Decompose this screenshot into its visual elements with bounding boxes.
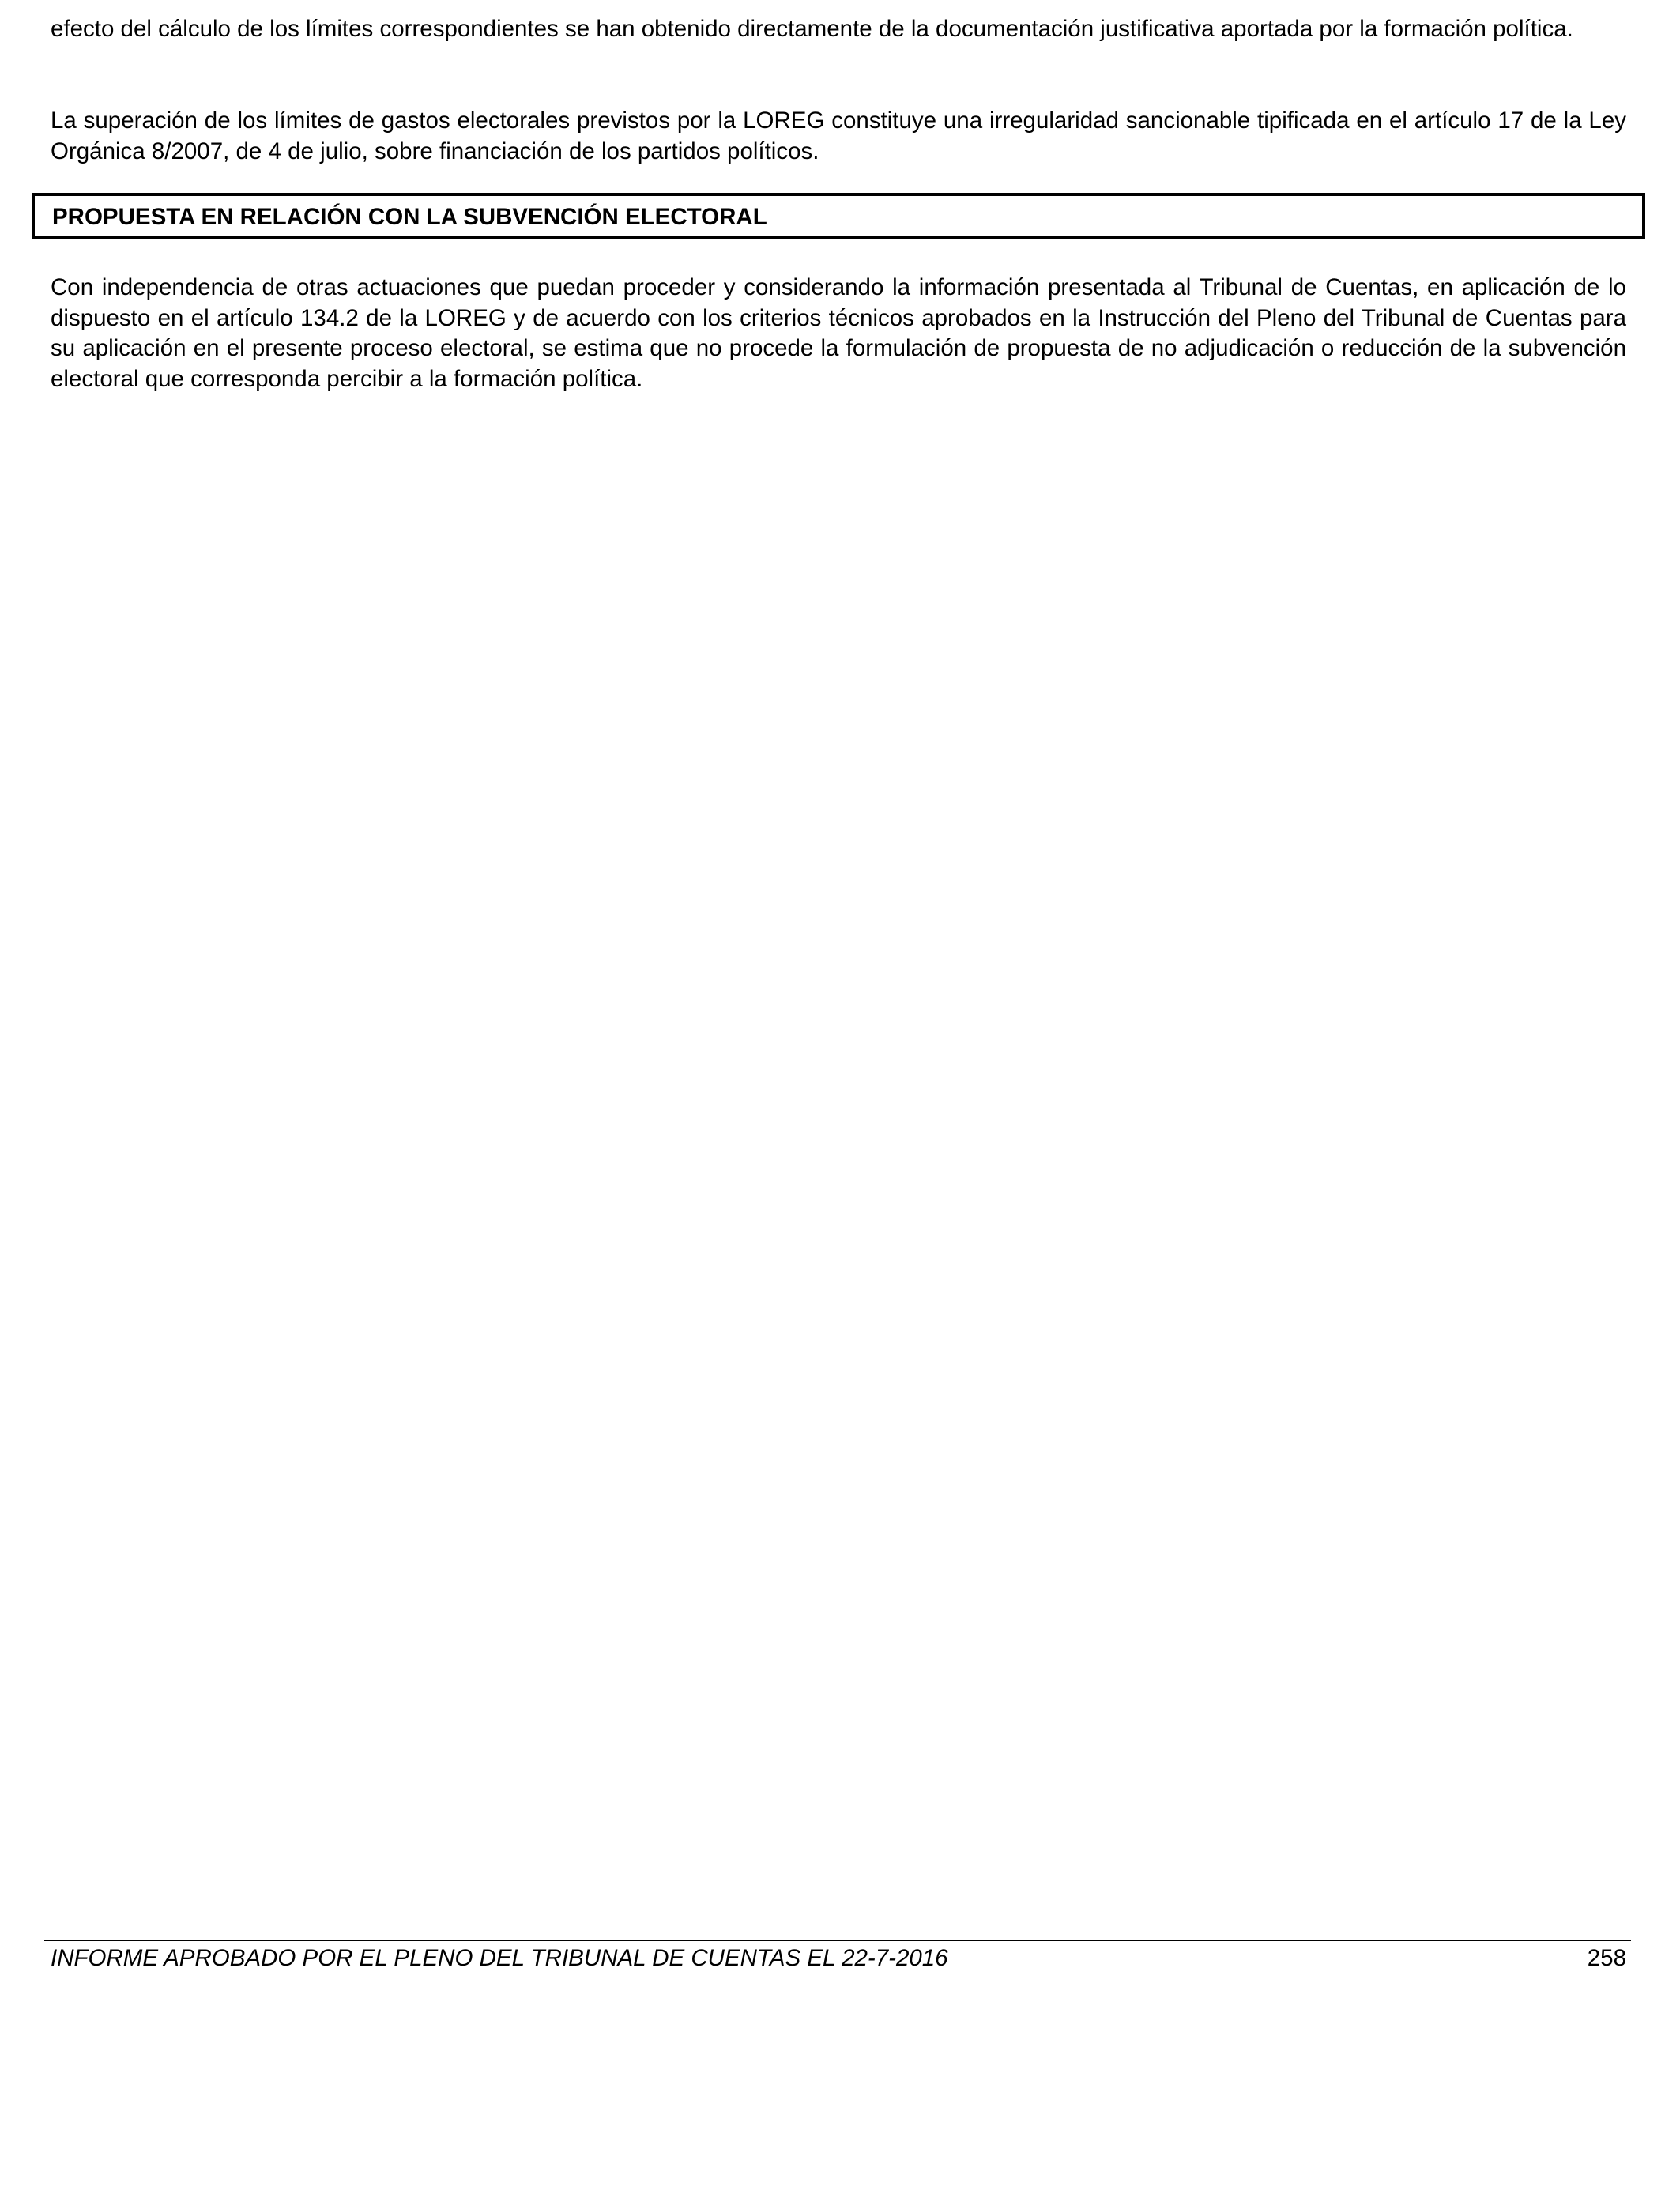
paragraph-calculation-limits: efecto del cálculo de los límites correspondientes se han obtenido directamente de la documentación justificativa aportada por la formación política.: [51, 16, 1573, 42]
footer-divider: [44, 1940, 1631, 1941]
page-number: 258: [1587, 1945, 1626, 1971]
paragraph-loreg-irregularity: La superación de los límites de gastos electorales previstos por la LOREG constituye una irregularidad sancionable tipificada en el artículo 17 de la Ley Orgánica 8/2007, de 4 de julio, sobre financiación de los partidos políticos.: [51, 107, 1626, 164]
section-heading: PROPUESTA EN RELACIÓN CON LA SUBVENCIÓN ELECTORAL: [52, 204, 767, 230]
footer-report-note: INFORME APROBADO POR EL PLENO DEL TRIBUNAL DE CUENTAS EL 22-7-2016: [51, 1945, 948, 1971]
paragraph-subsidy-proposal: Con independencia de otras actuaciones que puedan proceder y considerando la información presentada al Tribunal de Cuentas, en aplicación de lo dispuesto en el artículo 134.2 de la LOREG y de acuerdo con los criterios técnicos aprobados en la Instrucción del Pleno del Tribunal de Cuentas para su aplicación en el presente proceso electoral, se estima que no procede la formulación de propuesta de no adjudicación o reducción de la subvención electoral que corresponda percibir a la formación política.: [51, 274, 1626, 392]
section-heading-box: [32, 193, 1645, 239]
